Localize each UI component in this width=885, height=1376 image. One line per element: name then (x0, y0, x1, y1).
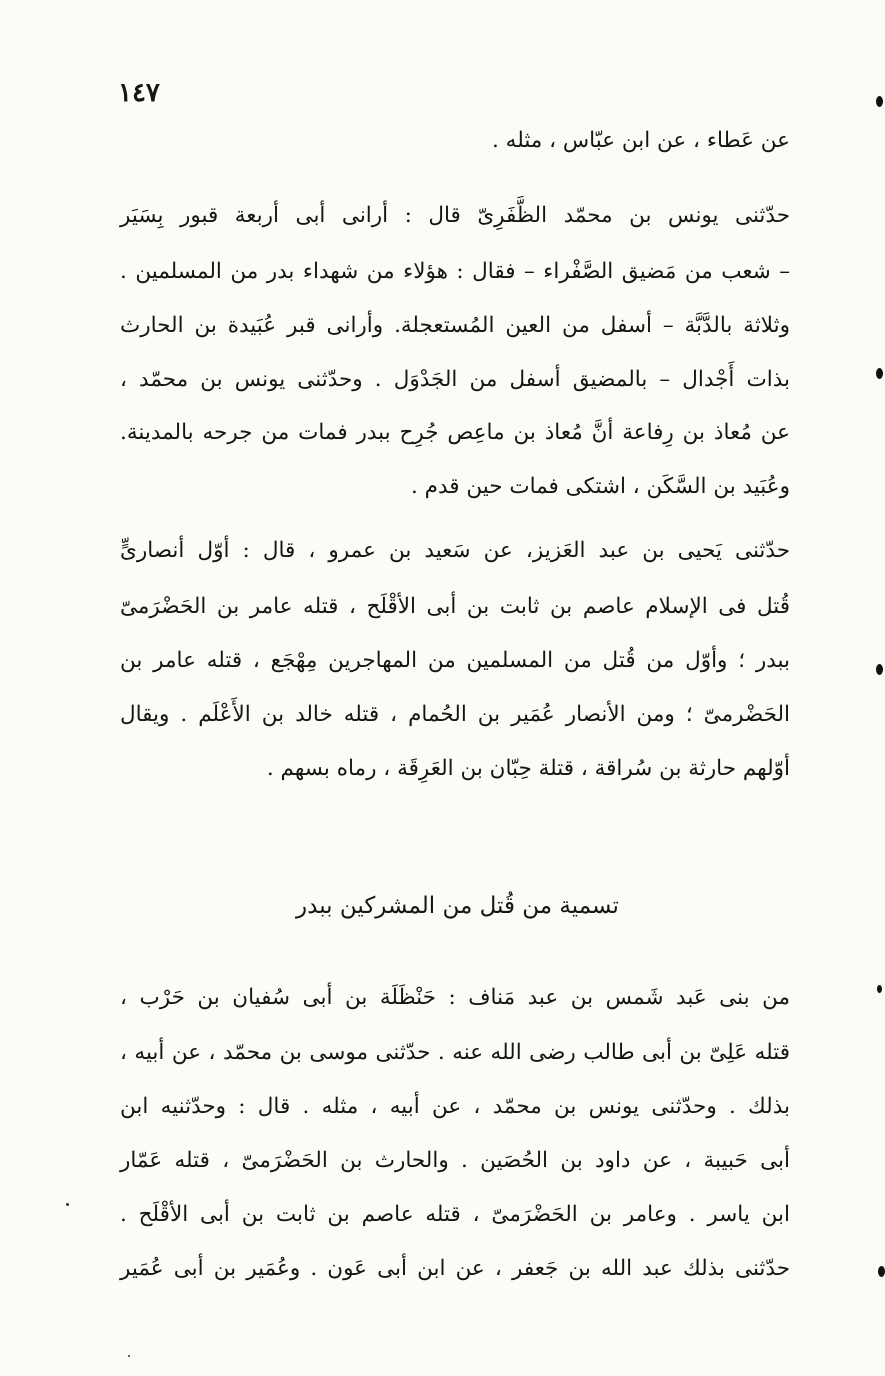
text-line: بذلك . وحدّثنى يونس بن محمّد ، عن أبيه ، مثله . قال : وحدّثنيه ابن (120, 1094, 790, 1119)
speck (128, 1355, 130, 1357)
binding-mark (876, 664, 883, 675)
binding-mark (877, 985, 882, 993)
speck (66, 1203, 69, 1206)
text-line: أوّلهم حارثة بن سُراقة ، قتلة حِبّان بن العَرِقَة ، رماه بسهم . (266, 756, 790, 781)
binding-mark (876, 368, 883, 379)
text-line: حدّثنى بذلك عبد الله بن جَعفر ، عن ابن أبى عَون . وعُمَير بن أبى عُمَير (120, 1256, 790, 1281)
text-line: ابن ياسر . وعامر بن الحَضْرَمىّ ، قتله عاصم بن ثابت بن أبى الأقْلَح . (120, 1202, 790, 1227)
text-line: قتله عَلِىّ بن أبى طالب رضى الله عنه . حدّثنى موسى بن محمّد ، عن أبيه ، (120, 1040, 790, 1065)
text-line: ببدر ؛ وأوّل من قُتل من المسلمين من المهاجرين مِهْجَع ، قتله عامر بن (120, 648, 790, 673)
section-heading: تسمية من قُتل من المشركين ببدر (296, 893, 619, 919)
intro-line: عن عَطاء ، عن ابن عبّاس ، مثله . (492, 128, 790, 153)
text-line: أبى حَبيبة ، عن داود بن الحُصَين . والحارث بن الحَضْرَمىّ ، قتله عَمّار (120, 1148, 790, 1173)
text-line: حدّثنى يَحيى بن عبد العَزيز، عن سَعيد بن عمرو ، قال : أوّل أنصارىٍّ (120, 538, 790, 563)
page-number: ١٤٧ (118, 78, 160, 108)
binding-mark (876, 96, 883, 107)
text-line: الحَضْرمىّ ؛ ومن الأنصار عُمَير بن الحُمام ، قتله خالد بن الأَعْلَم . ويقال (120, 702, 790, 727)
text-line: من بنى عَبد شَمس بن عبد مَناف : حَنْظَلَة بن أبى سُفيان بن حَرْب ، (120, 985, 790, 1010)
text-line: حدّثنى يونس بن محمّد الظَّفَرِىّ قال : أرانى أبى أربعة قبور بِسَيَر (120, 203, 790, 228)
text-line: بذات أَجْدال – بالمضيق أسفل من الجَدْوَل . وحدّثنى يونس بن محمّد ، (120, 367, 790, 392)
text-line: وعُبَيد بن السَّكَن ، اشتكى فمات حين قدم . (410, 474, 790, 499)
text-line: عن مُعاذ بن رِفاعة أنَّ مُعاذ بن ماعِص جُرِح ببدر فمات من جرحه بالمدينة. (120, 420, 790, 445)
text-line: قُتل فى الإسلام عاصم بن ثابت بن أبى الأقْلَح ، قتله عامر بن الحَضْرَمىّ (120, 594, 790, 619)
text-line: وثلاثة بالدَّبَّة – أسفل من العين المُستعجلة. وأرانى قبر عُبَيدة بن الحارث (120, 313, 790, 338)
text-line: – شعب من مَضيق الصَّفْراء – فقال : هؤلاء من شهداء بدر من المسلمين . (120, 259, 790, 284)
binding-mark (878, 1266, 885, 1277)
